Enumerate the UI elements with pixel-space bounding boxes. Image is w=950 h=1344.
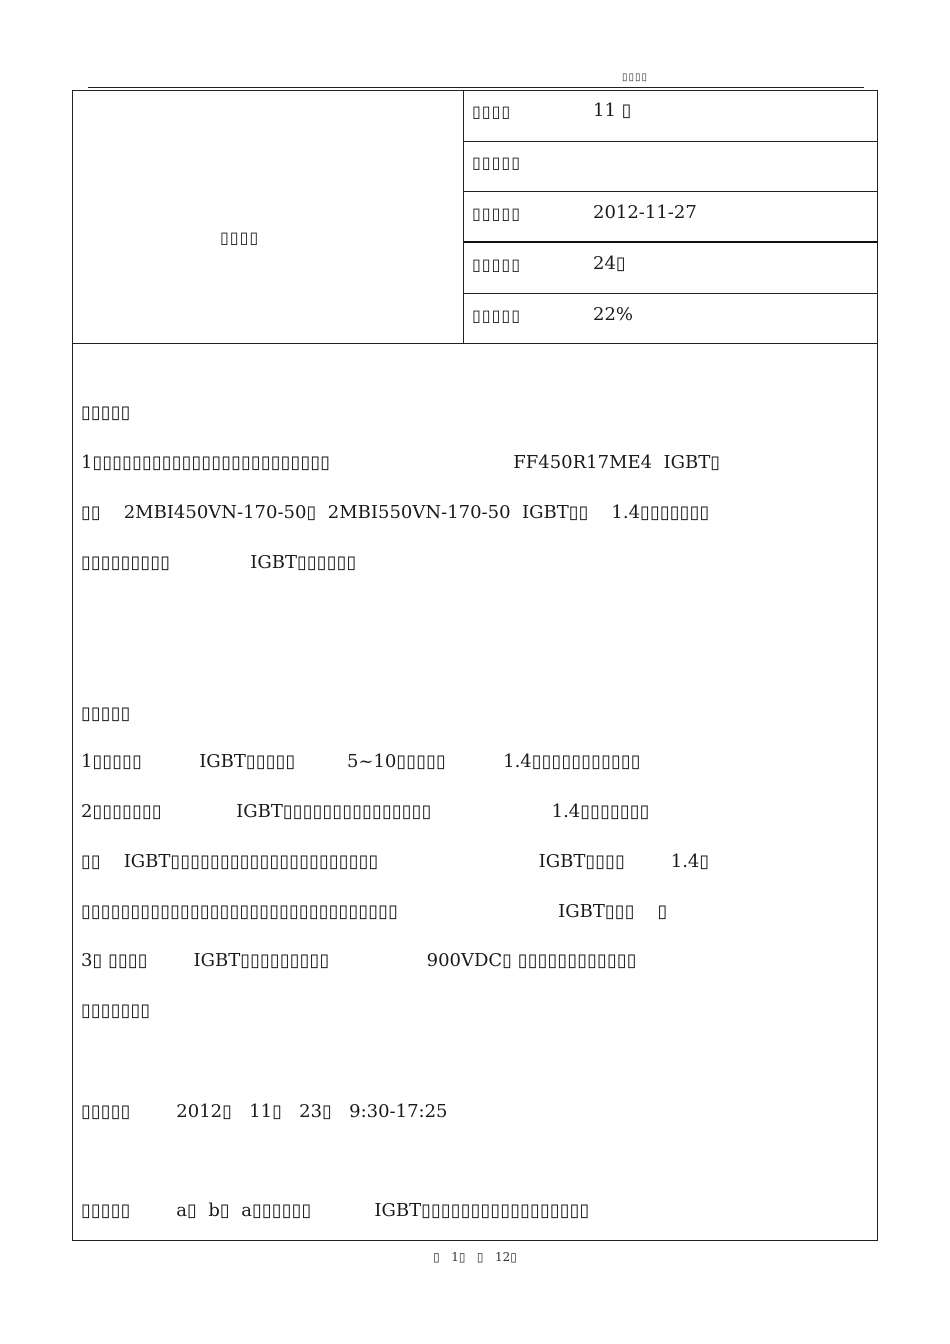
- page-footer: ▯ 1▯ ▯ 12▯: [433, 1250, 517, 1264]
- info-row-value: 2012-11-27: [593, 202, 697, 223]
- test-time-line: ▯▯▯▯▯ 2012▯ 11▯ 23▯ 9:30-17:25: [81, 1101, 448, 1122]
- section-heading: ▯▯▯▯▯: [81, 703, 131, 724]
- header-rule: [88, 87, 864, 88]
- document-table: [72, 90, 878, 1241]
- info-left-cell: [73, 91, 464, 344]
- info-row: [464, 243, 878, 294]
- info-left-label: ▯▯▯▯: [220, 228, 260, 247]
- info-row-key: ▯▯▯▯▯: [472, 153, 522, 172]
- info-row-value: 11 ▯: [593, 100, 632, 121]
- body-line: ▯▯▯▯▯▯▯▯▯ IGBT▯▯▯▯▯▯: [81, 552, 357, 573]
- body-line: ▯▯▯▯▯▯▯▯▯▯▯▯▯▯▯▯▯▯▯▯▯▯▯▯▯▯▯▯▯▯▯▯ IGBT▯▯▯ ▯: [81, 901, 668, 922]
- info-row-value: 22%: [593, 304, 634, 325]
- body-line: ▯▯ IGBT▯▯▯▯▯▯▯▯▯▯▯▯▯▯▯▯▯▯▯▯▯ IGBT▯▯▯▯ 1.4▯: [81, 851, 710, 872]
- info-row-key: ▯▯▯▯▯: [472, 306, 522, 325]
- info-row: [464, 192, 878, 243]
- body-line: ▯▯ 2MBI450VN-170-50▯ 2MBI550VN-170-50 IGBT▯▯ 1.4▯▯▯▯▯▯▯: [81, 502, 710, 523]
- body-line: 1▯▯▯▯▯ IGBT▯▯▯▯▯ 5~10▯▯▯▯▯ 1.4▯▯▯▯▯▯▯▯▯▯▯: [81, 751, 641, 772]
- body-line: 1▯▯▯▯▯▯▯▯▯▯▯▯▯▯▯▯▯▯▯▯▯▯▯▯ FF450R17ME4 IGBT▯: [81, 452, 721, 473]
- info-row-key: ▯▯▯▯▯: [472, 204, 522, 223]
- info-row-value: 24▯: [593, 253, 626, 274]
- info-row: [464, 91, 878, 142]
- body-line: 3▯ ▯▯▯▯ IGBT▯▯▯▯▯▯▯▯▯ 900VDC▯ ▯▯▯▯▯▯▯▯▯▯▯▯: [81, 950, 637, 971]
- body-line: ▯▯▯▯▯ a▯ b▯ a▯▯▯▯▯▯ IGBT▯▯▯▯▯▯▯▯▯▯▯▯▯▯▯▯▯: [81, 1200, 590, 1221]
- page-header: ▯▯▯▯: [621, 72, 648, 83]
- body-line: 2▯▯▯▯▯▯▯ IGBT▯▯▯▯▯▯▯▯▯▯▯▯▯▯▯ 1.4▯▯▯▯▯▯▯: [81, 801, 650, 822]
- info-row: [464, 294, 878, 344]
- body-line: ▯▯▯▯▯▯▯: [81, 1000, 151, 1021]
- info-row: [464, 142, 878, 192]
- section-heading: ▯▯▯▯▯: [81, 402, 131, 423]
- info-row-key: ▯▯▯▯▯: [472, 255, 522, 274]
- info-row-key: ▯▯▯▯: [472, 102, 512, 121]
